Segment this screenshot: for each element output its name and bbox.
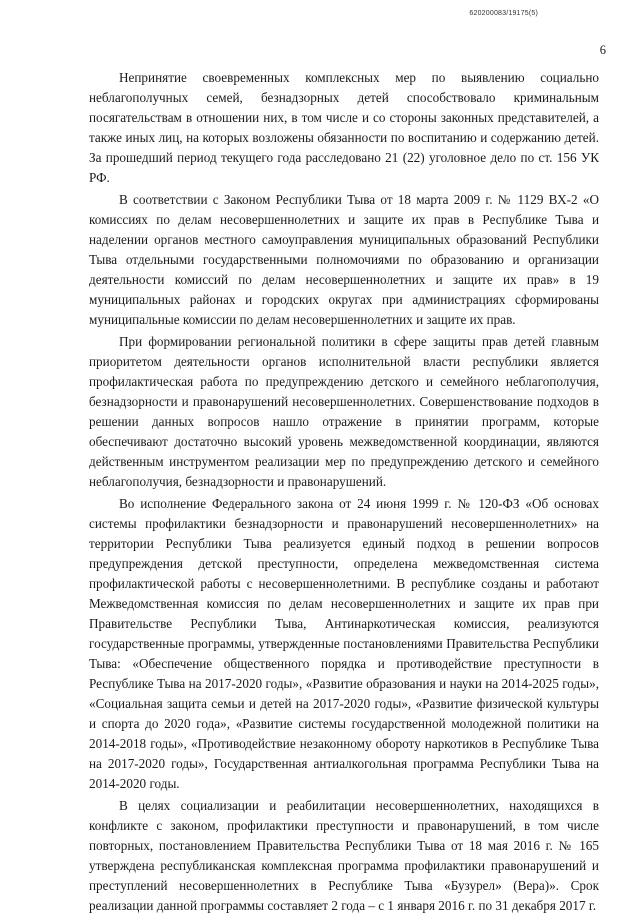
document-body xyxy=(89,68,599,918)
paragraph-federal-law: Во исполнение Федерального закона от 24 июня 1999 г. № 120-ФЗ «Об основах системы профилактики безнадзорности и правонарушений несовершеннолетних» на территории Республики Тыва реализуется единый подход в решении вопросов предупреждения детской преступности, определена межведомственная система профилактической работы с несовершеннолетними. В республике созданы и работают Межведомственная комиссия по делам несовершеннолетних и защите их прав при Правительстве Республики Тыва, Антинаркотическая комиссия, реализуются государственные программы, утвержденные постановлениями Правительства Республики Тыва: «Обеспечение общественного порядка и противодействие преступности в Республике Тыва на 2017-2020 годы», «Развитие образования и науки на 2014-2025 годы», «Социальная защита семьи и детей на 2017-2020 годы», «Развитие физической культуры и спорта до 2020 года», «Развитие системы государственной молодежной политики на 2014-2018 годы», «Противодействие незаконному обороту наркотиков в Республике Тыва на 2017-2020 годы», Государственная антиалкогольная программа Республики Тыва на 2014-2020 годы. xyxy=(89,496,599,791)
paragraph-regional-policy: При формировании региональной политики в сфере защиты прав детей главным приоритетом деятельности органов исполнительной власти республики является профилактическая работа по предупреждению детского и семейного неблагополучия, безнадзорности и правонарушений несовершеннолетних. Совершенствование подходов в решении данных вопросов нашло отражение в принятии программ, которые обеспечивают достаточно высокий уровень межведомственной координации, являются действенным инструментом реализации мер по предупреждению детского и семейного неблагополучия, безнадзорности и правонарушений. xyxy=(89,334,599,489)
page-number: 6 xyxy=(599,43,606,57)
document-id: 620200083/19175(5) xyxy=(469,10,538,17)
paragraph-buzurel-program: В целях социализации и реабилитации несовершеннолетних, находящихся в конфликте с законом, профилактики преступности и правонарушений, в том числе повторных, постановлением Правительства Республики Тыва от 18 мая 2016 г. № 165 утверждена республиканская комплексная программа профилактики правонарушений и преступлений несовершеннолетних в Республике Тыва «Бузурел» (Вера)». Срок реализации данной программы составляет 2 года – с 1 января 2016 г. по 31 декабря 2017 г. xyxy=(89,798,599,913)
paragraph-neglect-measures: Непринятие своевременных комплексных мер по выявлению социально неблагополучных семей, безнадзорных детей способствовало криминальным посягательствам в отношении них, в том числе и со стороны законных представителей, а также иных лиц, на которых возложены обязанности по воспитанию и содержанию детей. За прошедший период текущего года расследовано 21 (22) уголовное дело по ст. 156 УК РФ. xyxy=(89,70,599,185)
paragraph-commissions-law: В соответствии с Законом Республики Тыва от 18 марта 2009 г. № 1129 ВХ-2 «О комиссиях по делам несовершеннолетних и защите их прав в Республике Тыва и наделении органов местного самоуправления муниципальных образований Республики Тыва отдельными государственными полномочиями по образованию и организации деятельности комиссий по делам несовершеннолетних и защите их прав» в 19 муниципальных районах и городских округах при администрациях сформированы муниципальные комиссии по делам несовершеннолетних и защите их прав. xyxy=(89,192,599,327)
